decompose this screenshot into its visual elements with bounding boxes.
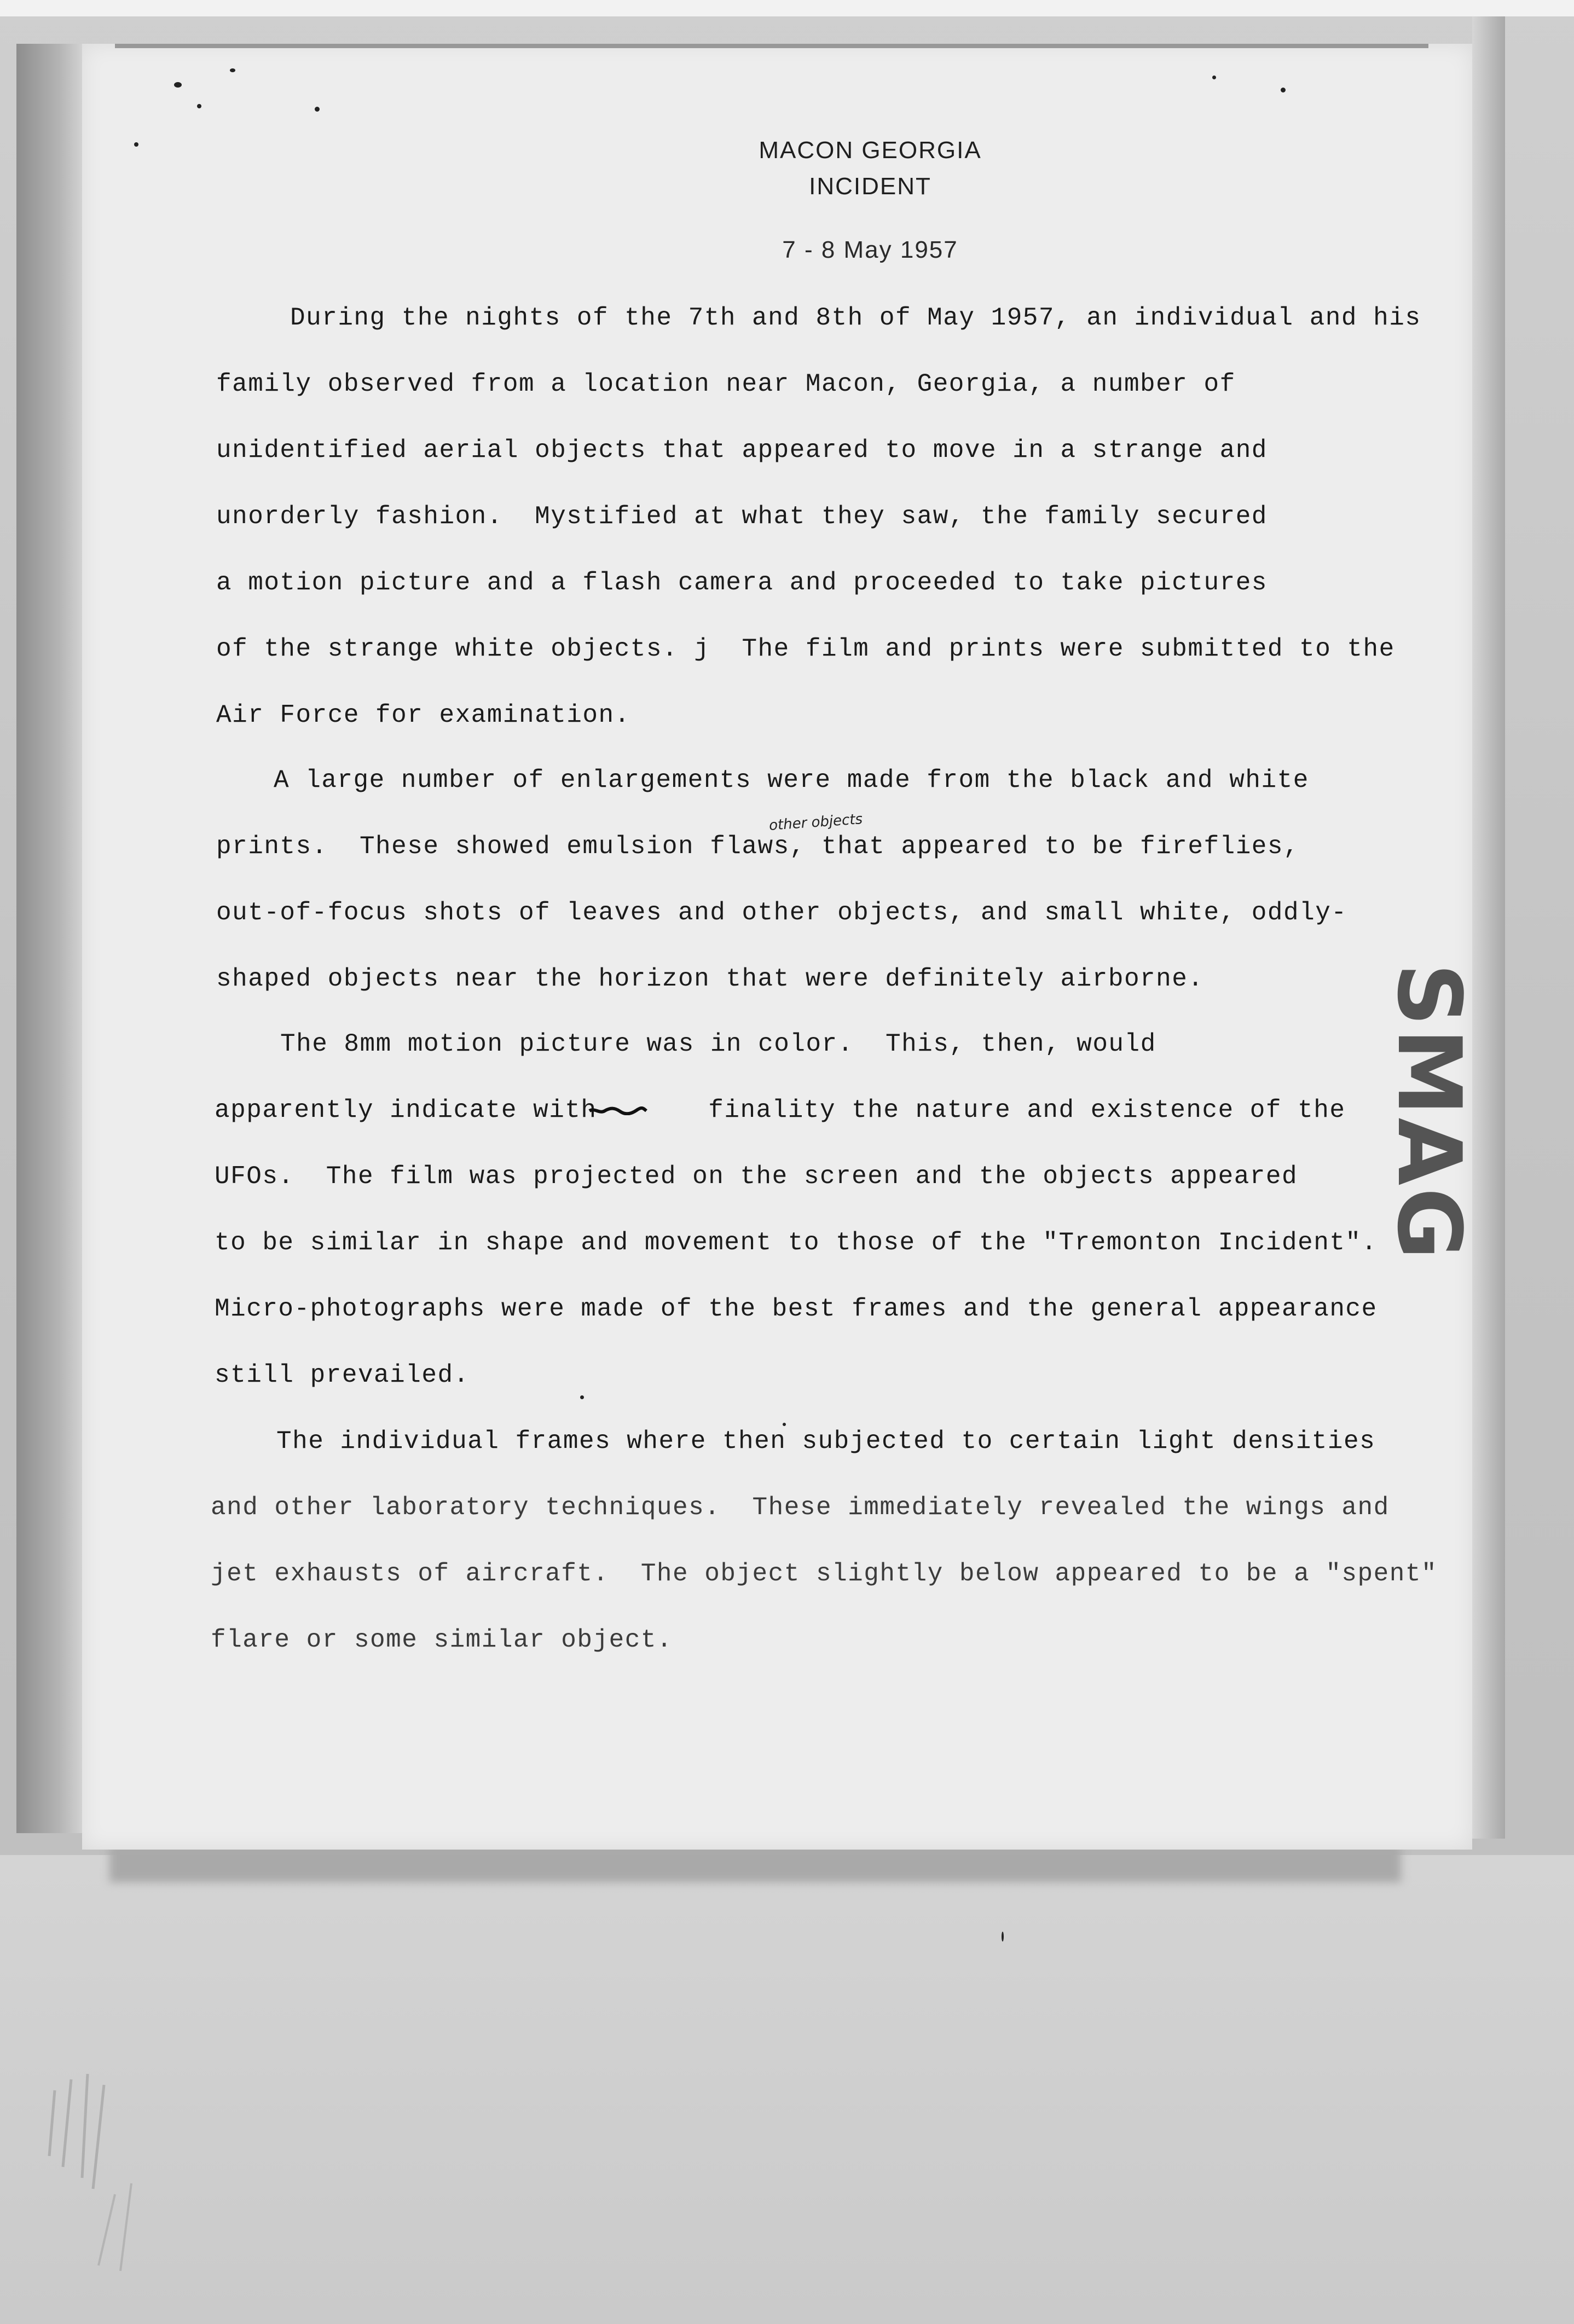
body-line: The individual frames where then subjected to certain light densities: [276, 1427, 1376, 1456]
body-line: A large number of enlargements were made from the black and white: [274, 766, 1309, 795]
dust-speck: [174, 82, 182, 88]
body-line: During the nights of the 7th and 8th of May 1957, an individual and his: [290, 304, 1421, 332]
body-line: and other laboratory techniques. These immediately revealed the wings and: [211, 1493, 1390, 1522]
frame-top-strip: [0, 0, 1574, 16]
dust-speck: [1002, 1932, 1004, 1942]
body-line: still prevailed.: [215, 1361, 470, 1389]
body-line: The 8mm motion picture was in color. This, then, would: [280, 1030, 1156, 1058]
body-line: shaped objects near the horizon that were definitely airborne.: [216, 965, 1204, 993]
body-line: to be similar in shape and movement to those of the "Tremonton Incident".: [215, 1228, 1378, 1257]
dust-speck: [783, 1423, 786, 1426]
film-edge-marks: [33, 2058, 186, 2276]
body-line: unidentified aerial objects that appeared to move in a strange and: [216, 436, 1268, 465]
body-line: prints. These showed emulsion flaws, that appeared to be fireflies,: [216, 832, 1300, 861]
body-line: family observed from a location near Macon, Georgia, a number of: [216, 370, 1236, 398]
smag-stamp: SMAG: [1378, 963, 1480, 1262]
frame-left-edge: [16, 44, 88, 1833]
dust-speck: [580, 1395, 584, 1399]
sheet-shadow: [109, 1844, 1401, 1882]
body-line: a motion picture and a flash camera and proceeded to take pictures: [216, 569, 1268, 597]
document-title-line1: MACON GEORGIA: [759, 137, 982, 164]
dust-speck: [230, 68, 235, 72]
body-line: jet exhausts of aircraft. The object slightly below appeared to be a "spent": [211, 1560, 1438, 1588]
handwritten-insert: other objects: [768, 811, 864, 834]
dust-speck: [1281, 88, 1286, 92]
frame-right-edge: [1472, 16, 1505, 1839]
body-line: unorderly fashion. Mystified at what they saw, the family secured: [216, 502, 1268, 531]
body-line: out-of-focus shots of leaves and other objects, and small white, oddly-: [216, 899, 1347, 927]
body-line: apparently indicate with finality the nature and existence of the: [215, 1096, 1346, 1125]
dust-speck: [1212, 76, 1216, 79]
dust-speck: [315, 107, 320, 112]
body-line: Air Force for examination.: [216, 701, 630, 729]
body-line: UFOs. The film was projected on the screen and the objects appeared: [215, 1162, 1298, 1191]
lower-film-area: [0, 1855, 1574, 2324]
struck-out-word: [588, 1106, 647, 1115]
body-line: of the strange white objects. j The film and prints were submitted to the: [216, 635, 1395, 663]
body-line: flare or some similar object.: [211, 1626, 673, 1654]
body-line: Micro-photographs were made of the best frames and the general appearance: [215, 1295, 1378, 1323]
dust-speck: [197, 104, 201, 108]
document-title-line2: INCIDENT: [809, 173, 931, 200]
document-date: 7 - 8 May 1957: [782, 236, 958, 263]
sheet-top-edge: [115, 44, 1428, 48]
